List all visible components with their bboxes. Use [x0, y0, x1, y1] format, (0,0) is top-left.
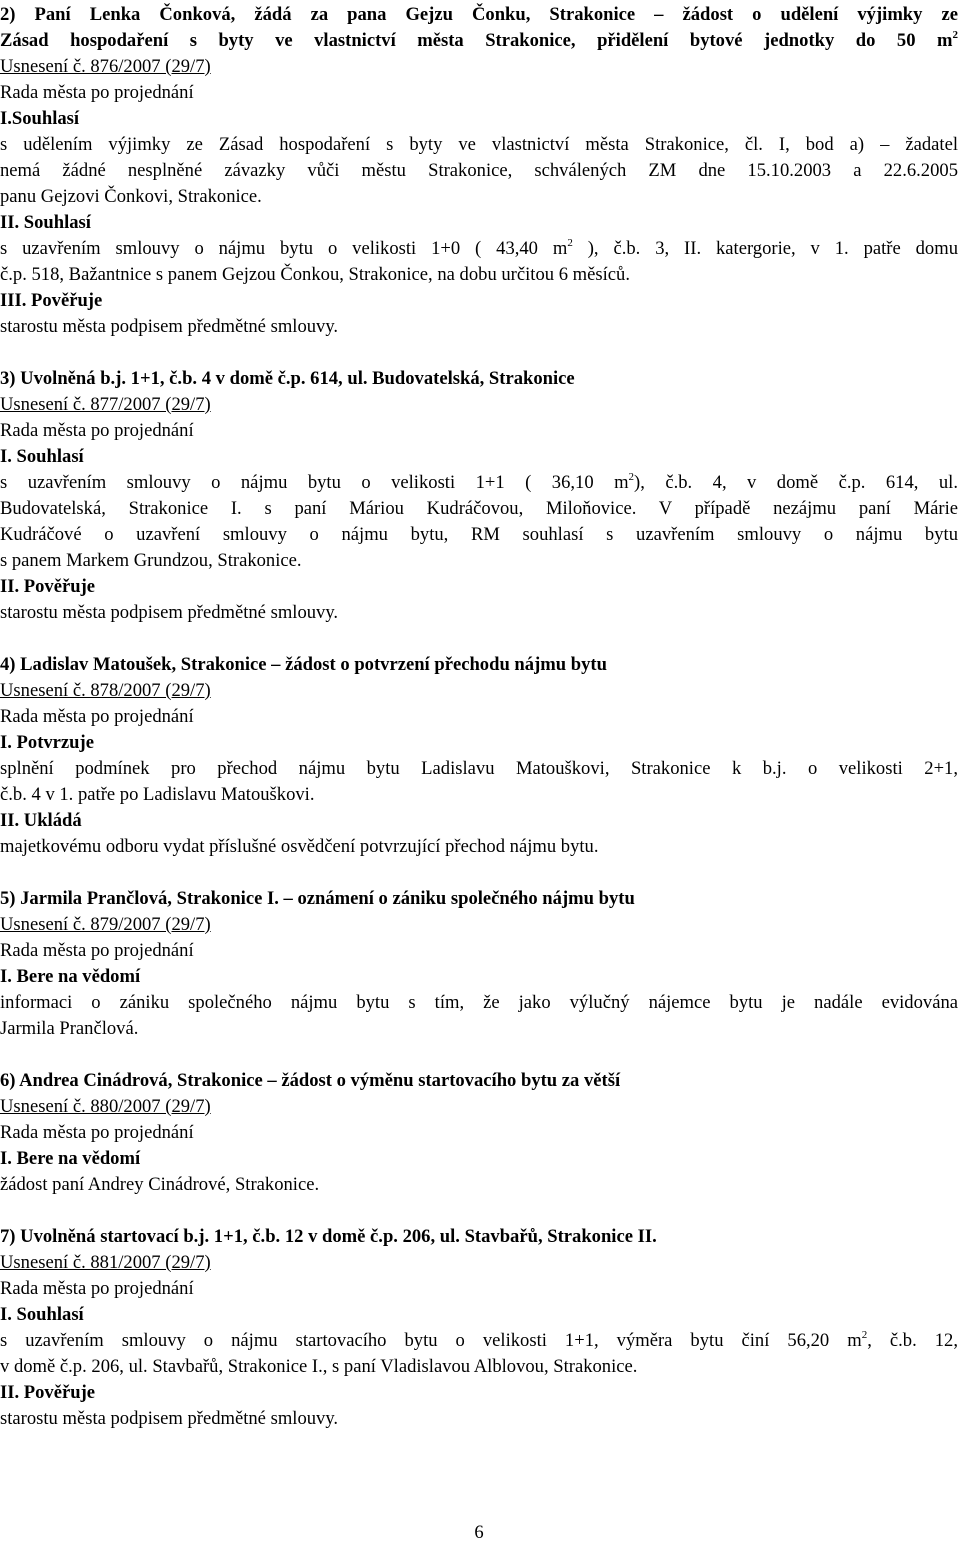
section-3: [0, 366, 958, 626]
section-title: 6) Andrea Cinádrová, Strakonice – žádost o výměnu startovacího bytu za větší: [0, 1070, 621, 1091]
council-note: Rada města po projednání: [0, 706, 194, 727]
resolution-number: Usnesení č. 876/2007 (29/7): [0, 56, 211, 77]
section-5: [0, 886, 958, 1042]
clause-heading: I. Souhlasí: [0, 1304, 84, 1325]
section-title: 7) Uvolněná startovací b.j. 1+1, č.b. 12 v domě č.p. 206, ul. Stavbařů, Strakonice II.: [0, 1226, 657, 1247]
clause-text: s uzavřením smlouvy o nájmu bytu o velikosti 1+1 ( 36,10 $m^2$), č.b. 4, v domě č.p. 614, ul.: [0, 470, 958, 493]
clause-text: č.b. 4 v 1. patře po Ladislavu Matouškovi.: [0, 784, 315, 805]
resolution-number: Usnesení č. 877/2007 (29/7): [0, 394, 211, 415]
clause-heading: I. Souhlasí: [0, 446, 84, 467]
clause-heading: II. Pověřuje: [0, 1382, 96, 1403]
section-4: [0, 652, 958, 860]
clause-text: informaci o zániku společného nájmu bytu s tím, že jako výlučný nájemce bytu je nadále evidována: [0, 992, 958, 1013]
section-spacer: [0, 340, 958, 366]
clause-text: č.p. 518, Bažantnice s panem Gejzou Čonkou, Strakonice, na dobu určitou 6 měsíců.: [0, 264, 630, 285]
section-title: 3) Uvolněná b.j. 1+1, č.b. 4 v domě č.p. 614, ul. Budovatelská, Strakonice: [0, 368, 575, 389]
resolution-number: Usnesení č. 878/2007 (29/7): [0, 680, 211, 701]
clause-text: majetkovému odboru vydat příslušné osvědčení potvrzující přechod nájmu bytu.: [0, 836, 599, 857]
clause-heading: I. Bere na vědomí: [0, 966, 141, 987]
clause-text: nemá žádné nesplněné závazky vůči městu Strakonice, schválených ZM dne 15.10.2003 a 22.6.2005: [0, 160, 958, 181]
resolution-number: Usnesení č. 880/2007 (29/7): [0, 1096, 211, 1117]
clause-text: Jarmila Prančlová.: [0, 1018, 139, 1039]
resolution-number: Usnesení č. 881/2007 (29/7): [0, 1252, 211, 1273]
clause-heading: II. Souhlasí: [0, 212, 91, 233]
section-title: 5) Jarmila Prančlová, Strakonice I. – oznámení o zániku společného nájmu bytu: [0, 888, 635, 909]
clause-text: s panem Markem Grundzou, Strakonice.: [0, 550, 302, 571]
clause-text: starostu města podpisem předmětné smlouvy.: [0, 1408, 339, 1429]
clause-text: žádost paní Andrey Cinádrové, Strakonice.: [0, 1174, 320, 1195]
clause-text: s uzavřením smlouvy o nájmu startovacího bytu o velikosti 1+1, výměra bytu činí 56,20 $m^2$, č.b. 12,: [0, 1328, 958, 1351]
clause-text: Budovatelská, Strakonice I. s paní Máriou Kudráčovou, Miloňovice. V případě nezájmu paní Márie: [0, 498, 958, 519]
page-number: 6: [474, 1522, 484, 1543]
clause-text: s udělením výjimky ze Zásad hospodaření s byty ve vlastnictví města Strakonice, čl. I, bod a) – žadatel: [0, 134, 958, 155]
section-spacer: [0, 626, 958, 652]
clause-heading: II. Ukládá: [0, 810, 82, 831]
section-title: 2) Paní Lenka Čonková, žádá za pana Gejzu Čonku, Strakonice – žádost o udělení výjimky ze: [0, 4, 958, 25]
section-6: [0, 1068, 958, 1198]
section-title-continued: Zásad hospodaření s byty ve vlastnictví města Strakonice, přidělení bytové jednotky do 50 $m^2$: [0, 28, 958, 51]
council-note: Rada města po projednání: [0, 940, 194, 961]
section-7: [0, 1224, 958, 1432]
section-2: [0, 2, 958, 340]
clause-text: v domě č.p. 206, ul. Stavbařů, Strakonice I., s paní Vladislavou Alblovou, Strakonice.: [0, 1356, 638, 1377]
section-spacer: [0, 860, 958, 886]
council-note: Rada města po projednání: [0, 420, 194, 441]
council-note: Rada města po projednání: [0, 1122, 194, 1143]
resolution-number: Usnesení č. 879/2007 (29/7): [0, 914, 211, 935]
section-title: 4) Ladislav Matoušek, Strakonice – žádost o potvrzení přechodu nájmu bytu: [0, 654, 607, 675]
clause-heading: I. Potvrzuje: [0, 732, 94, 753]
clause-text: s uzavřením smlouvy o nájmu bytu o velikosti 1+0 ( 43,40 $m^2$ ), č.b. 3, II. katergorie, v 1. patře domu: [0, 236, 958, 259]
clause-heading: I.Souhlasí: [0, 108, 80, 129]
section-spacer: [0, 1198, 958, 1224]
clause-text: starostu města podpisem předmětné smlouvy.: [0, 602, 339, 623]
clause-text: panu Gejzovi Čonkovi, Strakonice.: [0, 186, 262, 207]
section-spacer: [0, 1042, 958, 1068]
clause-text: splnění podmínek pro přechod nájmu bytu Ladislavu Matouškovi, Strakonice k b.j. o velikosti 2+1,: [0, 758, 958, 779]
clause-text: starostu města podpisem předmětné smlouvy.: [0, 316, 339, 337]
clause-heading: I. Bere na vědomí: [0, 1148, 141, 1169]
clause-heading: III. Pověřuje: [0, 290, 103, 311]
council-note: Rada města po projednání: [0, 1278, 194, 1299]
council-note: Rada města po projednání: [0, 82, 194, 103]
clause-text: Kudráčové o uzavření smlouvy o nájmu bytu, RM souhlasí s uzavřením smlouvy o nájmu bytu: [0, 524, 958, 545]
clause-heading: II. Pověřuje: [0, 576, 96, 597]
